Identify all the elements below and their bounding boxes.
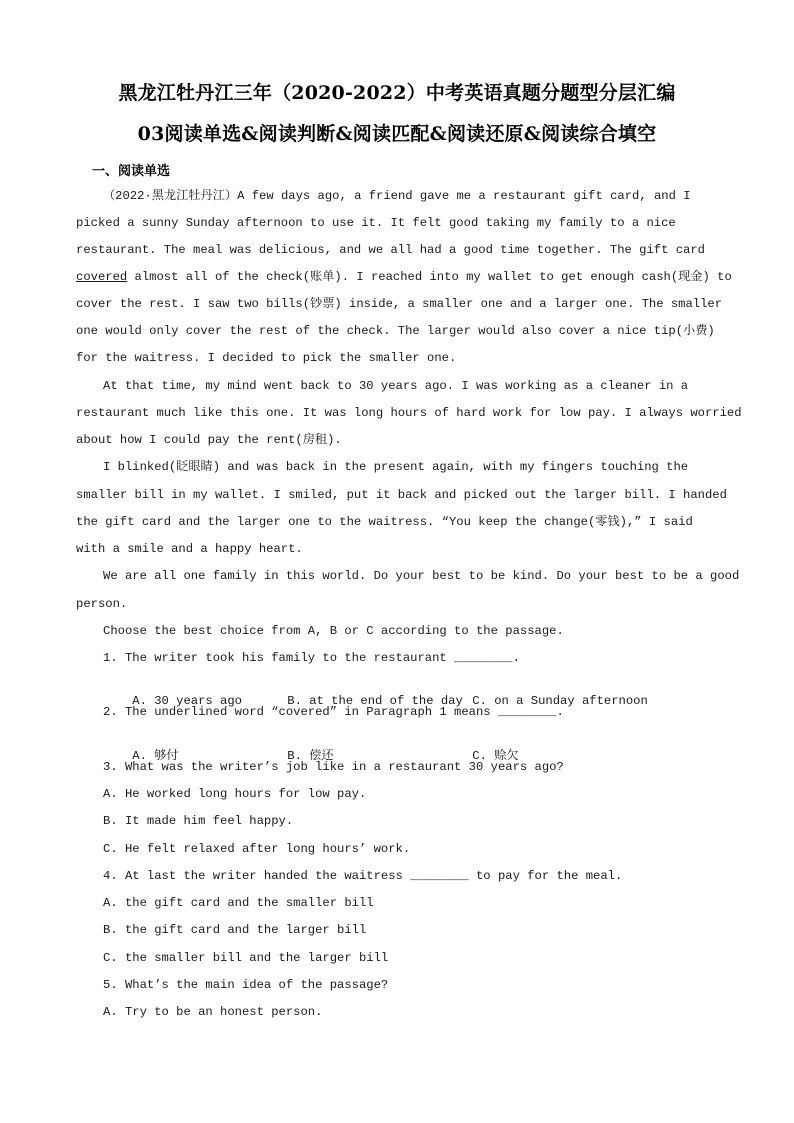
passage-line: one would only cover the rest of the check. The larger would also cover a nice tip(小费) bbox=[76, 324, 715, 338]
passage-line: We are all one family in this world. Do your best to be kind. Do your best to be a good bbox=[103, 569, 740, 583]
question-5: 5. What’s the main idea of the passage? bbox=[103, 978, 389, 992]
question-1-options bbox=[103, 677, 745, 708]
underlined-word: covered bbox=[76, 270, 128, 284]
document-title: 黑龙江牡丹江三年（2020-2022）中考英语真题分题型分层汇编 bbox=[118, 82, 676, 104]
option-a: A. Try to be an honest person. bbox=[103, 1005, 323, 1019]
option-c: C. He felt relaxed after long hours’ work. bbox=[103, 842, 411, 856]
passage-line bbox=[76, 269, 732, 285]
option-c: C. on a Sunday afternoon bbox=[472, 694, 648, 708]
option-a: A. the gift card and the smaller bill bbox=[103, 896, 374, 910]
passage-line: restaurant much like this one. It was long hours of hard work for low pay. I always worried bbox=[76, 406, 742, 420]
option-c: C. the smaller bill and the larger bill bbox=[103, 951, 389, 965]
option-a: A. 30 years ago bbox=[132, 694, 242, 708]
passage-line: for the waitress. I decided to pick the smaller one. bbox=[76, 351, 457, 365]
passage-line: cover the rest. I saw two bills(钞票) inside, a smaller one and a larger one. The smaller bbox=[76, 297, 723, 311]
passage-line: smaller bill in my wallet. I smiled, put it back and picked out the larger bill. I handed bbox=[76, 488, 727, 502]
passage-line: At that time, my mind went back to 30 years ago. I was working as a cleaner in a bbox=[103, 379, 689, 393]
option-a: A. He worked long hours for low pay. bbox=[103, 787, 367, 801]
option-b: B. the gift card and the larger bill bbox=[103, 923, 367, 937]
passage-line: person. bbox=[76, 597, 128, 611]
section-heading: 一、阅读单选 bbox=[92, 164, 171, 179]
passage-line: （2022·黑龙江牡丹江）A few days ago, a friend gave me a restaurant gift card, and I bbox=[103, 189, 691, 203]
document-subtitle: 03阅读单选&阅读判断&阅读匹配&阅读还原&阅读综合填空 bbox=[137, 123, 657, 145]
question-4: 4. At last the writer handed the waitress ________ to pay for the meal. bbox=[103, 869, 623, 883]
passage-line: picked a sunny Sunday afternoon to use it. It felt good taking my family to a nice bbox=[76, 216, 676, 230]
passage-text: almost all of the check(账单). I reached into my wallet to get enough cash(现金) to bbox=[127, 270, 732, 284]
passage-line: restaurant. The meal was delicious, and we all had a good time together. The gift card bbox=[76, 243, 705, 257]
question-2: 2. The underlined word “covered” in Paragraph 1 means ________. bbox=[103, 705, 564, 719]
option-a: A. 够付 bbox=[132, 749, 179, 763]
passage-line: the gift card and the larger one to the waitress. “You keep the change(零钱),” I said bbox=[76, 515, 693, 529]
instruction-text: Choose the best choice from A, B or C according to the passage. bbox=[103, 624, 564, 638]
question-2-options bbox=[103, 732, 745, 763]
option-b: B. 偿还 bbox=[287, 749, 334, 763]
question-3: 3. What was the writer’s job like in a restaurant 30 years ago? bbox=[103, 760, 564, 774]
passage-line: I blinked(眨眼睛) and was back in the present again, with my fingers touching the bbox=[103, 460, 689, 474]
passage-line: about how I could pay the rent(房租). bbox=[76, 433, 342, 447]
passage-line: with a smile and a happy heart. bbox=[76, 542, 303, 556]
question-1: 1. The writer took his family to the restaurant ________. bbox=[103, 651, 520, 665]
option-b: B. at the end of the day bbox=[287, 694, 463, 708]
option-c: C. 赊欠 bbox=[472, 749, 519, 763]
option-b: B. It made him feel happy. bbox=[103, 814, 294, 828]
